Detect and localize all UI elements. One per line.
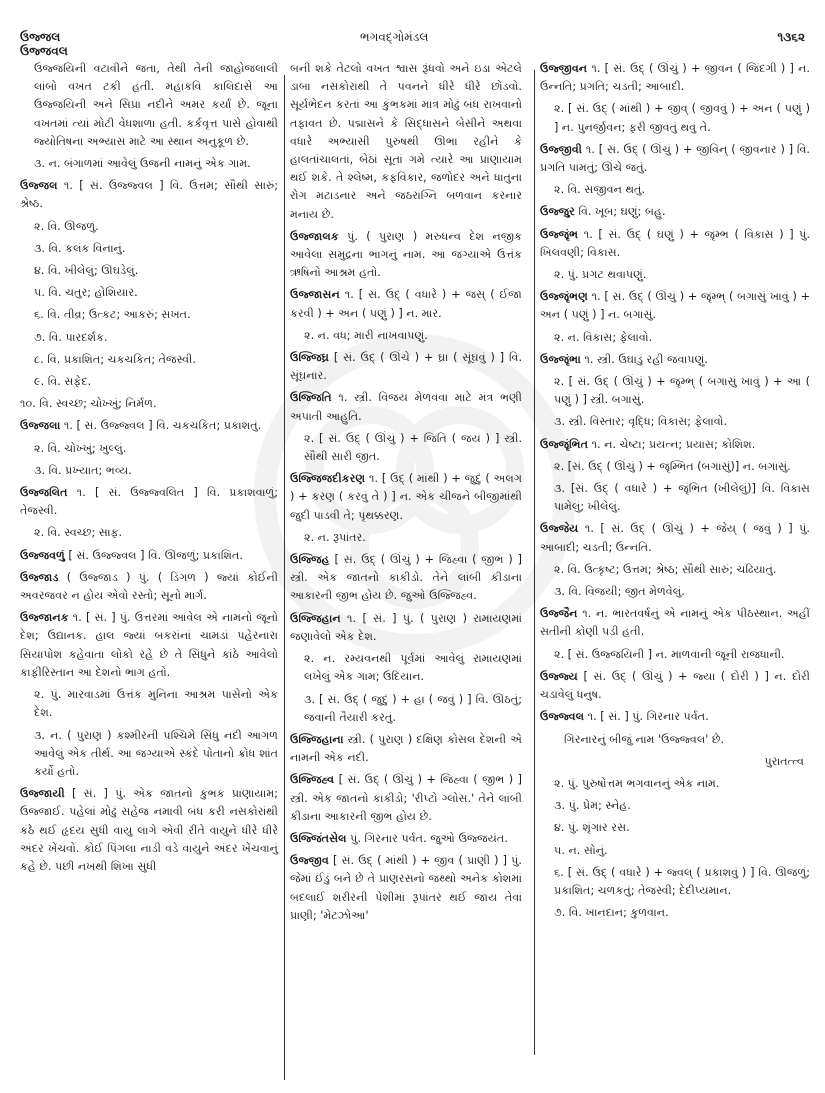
- definition-text: ૨. [ સં. ઉજ્જયિની ] ન. માળવાની જૂની રાજધાની.: [554, 647, 785, 661]
- definition-text: [ સં. ઉદ્ ( ઊંચે ) + ઘ્રા ( સૂંઘવું ) ] વિ. સૂંઘનાર.: [290, 351, 522, 383]
- dictionary-entry: [290, 349, 522, 385]
- definition-text: ૧. [ સં. ઉદ્ ( ઊંચું ) + જીવન ( જિંદગી ) ] ન. ઉન્નતિ; પ્રગતિ; ચડતી; આબાદી.: [540, 62, 810, 94]
- dictionary-entry: [540, 436, 810, 454]
- definition-text: ૨. પું. મારવાડમાં ઉત્તંક મુનિના આશ્રમ પાસેનો એક દેશ.: [34, 688, 278, 720]
- definition-text: ૧. [ સં. ] પું. ઉત્તરમાં આવેલ એ નામનો જૂનો દેશ; ઉદ્યાનક. હાલ જ્યાં બકરાંનાં ચામડાં પહેરનારા સિયાપોશ કહેવાતા લોકો રહે છે તે સિંધુને કાંઠે આવેલો કાફીરિસ્તાન આ દેશનો ભાગ હતો.: [20, 611, 278, 679]
- definition-text: ૧. [ સં. ઉદ્ ( ઊંચું ) + જૃમ્ભ્ ( બગાસું ખાવું ) + અન ( પણું ) ] ન. બગાસું.: [540, 290, 810, 322]
- headword: ઉજ્જાલક: [290, 229, 339, 243]
- definition-text: ૨. ન. વધ; મારી નાખવાપણું.: [304, 328, 428, 342]
- entry-sense: [540, 775, 810, 793]
- headword: ઉજ્જૃંભિત: [540, 437, 589, 451]
- entry-sense: [290, 529, 522, 547]
- entry-sense: [290, 327, 522, 345]
- definition-text: ૨. ન. રૂપાંતર.: [304, 530, 366, 544]
- entry-sense: [20, 306, 278, 324]
- headword: ઉજ્જલિત: [20, 486, 68, 500]
- definition-text: ૬. વિ. તીવ્ર; ઉત્કટ; આકરું; સખત.: [34, 308, 191, 322]
- headword: ઉજ્જિહ: [290, 553, 330, 567]
- definition-text: ૨. [સં. ઉદ્ ( ઊંચું ) + જૃમ્ભિત (બગાસું)] ન. બગાસું.: [554, 459, 791, 473]
- headword: ઉજ્જિતિ: [290, 391, 332, 405]
- headword: ઉજ્જૃંભણ: [540, 290, 588, 304]
- definition-text: ૩. [સં. ઉદ્ ( વધારે ) + જૃંભિત (ખીલેલું)] વિ. વિકાસ પામેલું; ખીલેલું.: [554, 482, 810, 514]
- entry-sense: [540, 819, 810, 837]
- dictionary-entry: [20, 569, 278, 605]
- definition-text: [ સં. ઉદ્ ( માંથી ) + જીવ ( પ્રાણી ) ] પું. જેમાં ઈંડું બને છે તે પ્રાણરસનો જથ્થો અનેક કોશમાં બદલાઈ શરીરની પેશીમાં રૂપાંતર થઈ જાય તેવાં પ્રાણી; 'મેટઝોઆ': [290, 854, 522, 922]
- dictionary-entry: [20, 417, 278, 435]
- definition-text: ૨. પું. પુરુષોત્તમ ભગવાનનું એક નામ.: [554, 776, 720, 790]
- definition-text: ૮. વિ. પ્રકાશિત; ચકચકિત; તેજસ્વી.: [34, 352, 196, 366]
- entry-sense: [540, 329, 810, 347]
- definition-text: ૨. વિ. સજીવન થતું.: [554, 183, 646, 197]
- definition-text: ૨. વિ. ચોખ્ખું; ખુલ્લું.: [34, 441, 127, 455]
- definition-text: ૨. વિ. સ્વચ્છ; સાફ.: [34, 526, 123, 540]
- entry-sense: [540, 904, 810, 922]
- entry-sense: [20, 440, 278, 458]
- headword: ઉજ્જાસન: [290, 288, 340, 302]
- definition-text: ૧. [ સં. ઉજ્જ્વલ ] વિ. ચકચકિત; પ્રકાશતું.: [60, 419, 262, 433]
- entry-sense: [20, 329, 278, 347]
- dictionary-entry: [540, 288, 810, 324]
- entry-sense: [540, 583, 810, 601]
- definition-text: ૯. વિ. સફેદ.: [34, 375, 92, 389]
- running-head-sub: ઉજ્જવલ: [20, 44, 68, 58]
- definition-text: ૧૦. વિ. સ્વચ્છ; ચોખ્ખું; નિર્મળ.: [20, 397, 157, 411]
- dictionary-entry: [20, 484, 278, 520]
- headword: ઉજ્જિહાન: [290, 611, 341, 625]
- definition-text: ૩. વિ. પ્રખ્યાત; ભવ્ય.: [34, 463, 132, 477]
- definition-text: ૨. વિ. ઉત્કૃષ્ટ; ઉત્તમ; શ્રેષ્ઠ; સૌથી સારું; ચઢિયાતું.: [554, 562, 777, 576]
- definition-text: બની શકે તેટલો વખત શ્વાસ રૂંધવો અને ઇડા એટલે ડાબા નસકોરાથી તે પવનને ધીરે ધીરે છોડવો. સૂર્યભેદન કરતાં આ કુંભકમાં માત્ર મોઢું બંધ રાખવાનો તફાવત છે. પદ્માસને કે સિદ્ધાસને બેસીને અથવા વધારે અભ્યાસી પુરુષથી ઊભા રહીને કે હાલતાંચાલતાં, બેઠાં સૂતાં ગમે ત્યારે આ પ્રાણાયામ થઈ શકે. તે શ્લેષ્મ, કફવિકાર, જળોદર અને ધાતુના રોગ મટાડનાર અને જઠરાગ્નિ બળવાન કરનાર મનાય છે.: [290, 62, 522, 221]
- running-head-left: ઉજ્જલ: [20, 30, 61, 44]
- column-divider: [284, 75, 285, 1080]
- dictionary-entry: [540, 203, 810, 221]
- dictionary-entry: [20, 177, 278, 213]
- entry-sense: [20, 155, 278, 173]
- entry-sense: [540, 561, 810, 579]
- dictionary-entry: [290, 286, 522, 322]
- definition-text: ૩. પું. પ્રેમ; સ્નેહ.: [554, 799, 631, 813]
- definition-text: ( ઉજ્જાડ ) પું. ( ડિંગળ ) જ્યાં કોઈની અવરજવર ન હોય એવો રસ્તો; સૂનો માર્ગ.: [20, 570, 278, 603]
- headword: ઉજ્જિંતસેલ: [290, 831, 347, 845]
- entry-sense: [20, 240, 278, 258]
- definition-text: ૨. ન. વિકાસ; ફેલાવો.: [554, 330, 653, 344]
- definition-text: ૨. [ સં. ઉદ્ ( ઊંચું ) + જિતિ ( જય ) ] સ્ત્રી. સૌથી સારી જીત.: [304, 431, 522, 464]
- entry-sense: [20, 262, 278, 280]
- definition-text: ૧. ન. ચેષ્ટા; પ્રયત્ન; પ્રયાસ; કોશિશ.: [588, 437, 756, 451]
- column-3: [540, 60, 810, 926]
- definition-text: ૩. સ્ત્રી. વિસ્તાર; વૃદ્ધિ; વિકાસ; ફેલાવો.: [554, 415, 728, 429]
- definition-text: [ સં. ઉદ્ ( ઊંચું ) + જિહ્વા ( જીભ ) ] સ્ત્રી. એક જાતનો કાકીડો; 'રીપ્ટો ગ્લોસ.' તેને લાંબી કીડાના આકારની જીભ હોય છે.: [290, 773, 522, 823]
- entry-sense: [20, 284, 278, 302]
- entry-sense: [20, 373, 278, 391]
- dictionary-entry: [290, 389, 522, 425]
- entry-sense: [540, 100, 810, 136]
- dictionary-entry: [540, 351, 810, 369]
- definition-text: ૭. વિ. પારદર્શક.: [34, 330, 108, 344]
- headword: ઉજ્જીવન: [540, 62, 588, 75]
- entry-sense: [540, 797, 810, 815]
- definition-text: ૨. પું. પ્રગટ થવાપણું.: [554, 268, 647, 282]
- entry-sense: [540, 458, 810, 476]
- definition-text: ૧. [ સં. ] પું. ગિરનાર પર્વત.: [584, 710, 709, 724]
- definition-text: સ્ત્રી. ( પુરાણ ) દક્ષિણ કોસલ દેશની એ નામની એક નદી.: [290, 732, 522, 765]
- definition-text: ૩. વિ. કલંક વિનાનું.: [34, 241, 126, 255]
- headword: ઉજ્જાયી: [20, 787, 65, 801]
- definition-text: ૧. [ સં. ઉજ્જ્વલિત ] વિ. પ્રકાશવાળું; તેજસ્વી.: [20, 486, 278, 518]
- entry-sense: [540, 181, 810, 199]
- dictionary-entry: [20, 785, 278, 876]
- entry-sense: [540, 646, 810, 664]
- definition-text: ૧. [ સં. ઉદ્ ( વધારે ) + જસ્ ( ઈજા કરવી ) + અન ( પણું ) ] ન. માર.: [290, 288, 522, 320]
- definition-text: ૩. ન. બંગાળમાં આવેલું ઉજની નામનું એક ગામ.: [34, 157, 251, 171]
- headword: ઉજ્જિઘ્ર: [290, 351, 329, 365]
- entry-sense: [290, 650, 522, 686]
- entry-sense: [20, 727, 278, 782]
- definition-text: પુરાતત્ત્વ: [764, 754, 804, 768]
- headword: ઉજ્જિહાના: [290, 732, 344, 746]
- dictionary-entry: [290, 830, 522, 848]
- headword: ઉજ્જલ: [20, 179, 58, 193]
- definition-text: પું. ( પુરાણ ) મરુધન્વ દેશ નજીક આવેલા સમુદ્રના ભાગનું નામ. આ જગ્યાએ ઉત્તંક ઋષિનો આશ્રમ હતો.: [290, 229, 522, 280]
- entry-sense: [290, 691, 522, 727]
- dictionary-entry: [290, 771, 522, 826]
- definition-text: ૨. વિ. ઊજળું.: [34, 219, 99, 233]
- dictionary-entry: [540, 520, 810, 556]
- headword: ઉજ્જ્ય: [540, 669, 578, 683]
- entry-sense: [20, 218, 278, 236]
- definition-text: વિ. ખૂબ; ઘણું; બહુ.: [574, 205, 666, 219]
- dictionary-entry: [540, 605, 810, 641]
- headword: ઉજ્જાડ: [20, 570, 59, 584]
- entry-sense: [540, 842, 810, 860]
- definition-text: ઉજ્જયિની વટાવીને જતા, તેથી તેની જાહોજલાલી લાંબો વખત ટકી હતી. મહાકવિ કાલિદાસે આ ઉજ્જયિની અને સિપ્રા નદીને અમર કર્યાં છે. જૂના વખતમાં ત્યાં મોટી વેધશાળા હતી. કર્કવૃત્ત પાસે હોવાથી જ્યોતિષના અભ્યાસ માટે આ સ્થાન અનુકૂળ છે.: [34, 62, 278, 148]
- headword: ઉજ્જૈન: [540, 607, 578, 621]
- entry-sense: [20, 351, 278, 369]
- dictionary-entry: [540, 60, 810, 96]
- definition-text: ગિરનારનું બીજું નામ 'ઉજ્જ્વલ' છે.: [564, 732, 725, 746]
- column-divider: [534, 70, 535, 1055]
- definition-text: ૧. [ સં. ] પું. ( પુરાણ ) રામાયણમાં જણાવેલો એક દેશ.: [290, 611, 522, 643]
- headword: ઉજ્જિજદીકરણ: [290, 472, 366, 486]
- dictionary-entry: [290, 228, 522, 283]
- entry-sense: [290, 60, 522, 224]
- definition-text: [ સં. ] પું. એક જાતનો કુંભક પ્રાણાયામ; ઉજ્જાઈ. પહેલાં મોઢું સહેજ નમાવી બંધ કરી નસકોરાંથી કંઠે થઈ હૃદય સુધી વાયુ લાગે એવી રીતે વાયુને ધીરે ધીરે અંદર ખેંચવો. કોઈ પિંગલા નાડી વડે વાયુને અંદર ખેંચવાનું કહે છે. પછી નખથી શિખા સુધી: [20, 787, 278, 873]
- definition-text: ૧. [ સં. ઉજ્જ્વલ ] વિ. ઉત્તમ; સૌથી સારું; શ્રેષ્ઠ.: [20, 179, 278, 211]
- entry-sense: [20, 395, 278, 413]
- headword: ઉજ્જીવ: [290, 854, 329, 868]
- dictionary-entry: [540, 668, 810, 704]
- headword: ઉજ્જાનક: [20, 611, 69, 625]
- entry-sense: [540, 480, 810, 516]
- dictionary-title: ભગવદ્ગોમંડલ: [360, 30, 429, 44]
- dictionary-entry: [20, 609, 278, 682]
- definition-text: ૨. ન. રમ્યવનથી પૂર્વમાં આવેલું રામાયણમાં લખેલું એક ગામ; ઉદિયાન.: [304, 652, 522, 684]
- entry-sense: [290, 430, 522, 466]
- entry-sense: [540, 864, 810, 900]
- definition-text: ૨. [ સં. ઉદ્ ( માંથી ) + જીવ્ ( જીવવું ) + અન ( પણું ) ] ન. પુનર્જીવન; ફરી જીવતું થવું તે.: [554, 102, 810, 134]
- page-header: [20, 30, 805, 52]
- headword: ઉજ્જીવી: [540, 142, 583, 156]
- definition-text: ૧. સ્ત્રી. ઉઘાડું રહી જવાપણું.: [580, 352, 708, 366]
- dictionary-entry: [540, 141, 810, 177]
- headword: ઉજ્જવળું: [20, 548, 65, 562]
- definition-text: ૧. સ્ત્રી. વિજય મેળવવા માટે મંત્ર ભણી અપાતી આહુતિ.: [290, 391, 522, 423]
- definition-text: ૧. ન. ભારતવર્ષનું એ નામનું એક પીઠસ્થાન. અહીં સતીની કોણી પડી હતી.: [540, 607, 810, 639]
- entry-sense: [20, 524, 278, 542]
- dictionary-entry: [540, 708, 810, 726]
- dictionary-entry: [290, 551, 522, 606]
- dictionary-entry: [290, 470, 522, 525]
- definition-text: ૬. [ સં. ઉદ્ ( વધારે ) + જ્વલ્ ( પ્રકાશવું ) ] વિ. ઊજળું; પ્રકાશિત; ચળકતું; તેજસ્વી; દેદીપ્યમાન.: [554, 865, 810, 897]
- dictionary-entry: [290, 731, 522, 767]
- definition-text: પું. ગિરનાર પર્વત. જુઓ ઉજ્જયંત.: [346, 831, 508, 845]
- headword: ઉજ્જલા: [20, 419, 61, 433]
- definition-text: ૫. ન. સોનું.: [554, 843, 608, 857]
- definition-text: [ સં. ઉજ્જ્વલ ] વિ. ઊજળું; પ્રકાશિત.: [64, 548, 243, 562]
- definition-text: ૪. વિ. ખીલેલું; ઊઘડેલું.: [34, 264, 139, 278]
- definition-text: ૩. ન. ( પુરાણ ) કશ્મીરની પશ્ચિમે સિંધુ નદી આગળ આવેલું એક તીર્થ. આ જગ્યાએ સ્કંદે પોતાનો ક્રોધ શાંત કર્યો હતો.: [34, 728, 278, 778]
- entry-sense: [20, 686, 278, 722]
- entry-sense: [540, 266, 810, 284]
- column-1: [20, 60, 278, 880]
- headword: ઉજ્જિહ્વ: [290, 773, 335, 787]
- definition-text: ૭. વિ. ખાનદાન; કુળવાન.: [554, 906, 669, 920]
- headword: ઉજ્જૃંભા: [540, 352, 581, 366]
- entry-sense: [540, 373, 810, 409]
- headword: ઉજ્જૃંભ: [540, 227, 579, 241]
- definition-text: [ સં. ઉદ્ ( ઊંચું ) + જિહ્વા ( જીભ ) ] સ્ત્રી. એક જાતનો કાકીડો. તેને લાંબી કીડાના આકારની જીભ હોય છે. જુઓ ઉજ્જિહ્વ.: [290, 553, 522, 603]
- definition-text: ૫. વિ. ચતુર; હોશિયાર.: [34, 286, 138, 300]
- definition-text: ૧. [ સં. ઉદ્ ( ઊંચું ) + જેય્ ( જવું ) ] પું. આબાદી; ચડતી; ઉન્નતિ.: [540, 522, 810, 554]
- definition-text: ૧. [ ઉદ્ ( માંથી ) + જુદું ( અલગ ) + કરણ ( કરવું તે ) ] ન. એક ચીજને બીજીમાંથી જુદી પાડવી તે; પૃથક્કરણ.: [290, 472, 522, 522]
- definition-text: ૪. પું. શૃંગાર રસ.: [554, 821, 630, 835]
- definition-text: ૧. [ સં. ઉદ્ ( ઘણું ) + જૃમ્ભ ( વિકાસ ) ] પું. ખિલવણી; વિકાસ.: [540, 227, 810, 259]
- entry-sense: [20, 60, 278, 151]
- dictionary-entry: [20, 547, 278, 565]
- definition-text: ૩. વિ. વિજયી; જીત મેળવેલું.: [554, 585, 685, 599]
- definition-text: ૨. [ સં. ઉદ્ ( ઊંચું ) + જૃમ્ભ્ ( બગાસું ખાવું ) + આ ( પણું ) ] સ્ત્રી. બગાસું.: [554, 375, 810, 407]
- headword: ઉજ્જ્વલ: [540, 710, 585, 724]
- entry-sense: [540, 753, 810, 771]
- headword: ઉજ્જેય: [540, 522, 579, 536]
- definition-text: ૧. [ સં. ઉદ્ ( ઊંચું ) + જીવિન્ ( જીવનાર ) ] વિ. પ્રગતિ પામતું; ઊંચે જતું.: [540, 142, 810, 175]
- entry-sense: [540, 413, 810, 431]
- page-number: ૧૩૬૨: [777, 30, 805, 44]
- dictionary-entry: [540, 226, 810, 262]
- dictionary-entry: [290, 852, 522, 925]
- definition-text: ૩. [ સં. ઉદ્ ( જુદું ) + હા ( જવું ) ] વિ. ઊઠતું; જવાની તૈયારી કરતું.: [304, 692, 522, 724]
- column-2: [290, 60, 522, 929]
- entry-sense: [20, 462, 278, 480]
- headword: ઉજ્જુર: [540, 205, 575, 219]
- dictionary-entry: [290, 610, 522, 646]
- definition-text: [ સં. ઉદ્ ( ઊંચું ) + જ્યા ( દોરી ) ] ન. દોરી ચડાવેલું ધનુષ.: [540, 669, 810, 702]
- entry-sense: [540, 731, 810, 749]
